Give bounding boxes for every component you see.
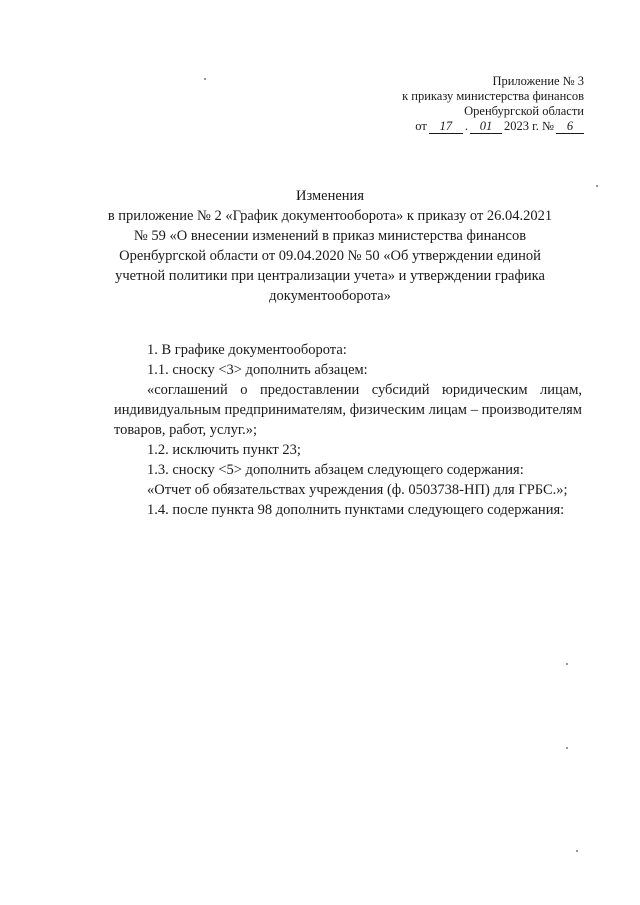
scan-speck — [576, 850, 578, 852]
paragraph-1-3: 1.3. сноску <5> дополнить абзацем следующего содержания: — [147, 462, 524, 478]
changes-title-block — [100, 186, 560, 306]
annex-order-ref: к приказу министерства финансов — [402, 89, 584, 103]
scan-speck — [566, 663, 568, 665]
handwritten-day: 17 — [429, 119, 463, 134]
year-and-number-label: 2023 г. № — [503, 119, 554, 133]
date-prefix: от — [415, 119, 427, 133]
changes-subtitle: в приложение № 2 «График документооборота» к приказу от 26.04.2021 № 59 «О внесении изменений в приказ министерства финансов Оренбургской области от 09.04.2020 № 50 «Об утверждении единой учетной политики при централизации учета» и утверждении графика документооборота» — [107, 208, 553, 304]
changes-heading: Изменения — [296, 188, 364, 204]
quote-paragraph-2: «Отчет об обязательствах учреждения (ф. 0503738-НП) для ГРБС.»; — [147, 482, 568, 498]
scan-speck — [596, 185, 598, 187]
handwritten-month: 01 — [470, 119, 502, 134]
annex-date-line: от 17 . 01 2023 г. № 6 — [402, 119, 584, 134]
quote-paragraph-1: «соглашений о предоставлении субсидий юридическим лицам, индивидуальным предпринимателям, физическим лицам – производителям товаров, работ, услуг.»; — [114, 382, 582, 438]
scan-speck — [566, 747, 568, 749]
scan-speck — [204, 78, 206, 80]
paragraph-1-2: 1.2. исключить пункт 23; — [147, 442, 301, 458]
paragraph-1: 1. В графике документооборота: — [147, 342, 347, 358]
paragraph-1-1: 1.1. сноску <3> дополнить абзацем: — [147, 362, 368, 378]
document-body — [114, 340, 582, 520]
annex-title: Приложение № 3 — [492, 74, 584, 88]
annex-header — [402, 74, 584, 134]
annex-region: Оренбургской области — [464, 104, 584, 118]
paragraph-1-4: 1.4. после пункта 98 дополнить пунктами следующего содержания: — [147, 502, 565, 518]
handwritten-number: 6 — [556, 119, 584, 134]
